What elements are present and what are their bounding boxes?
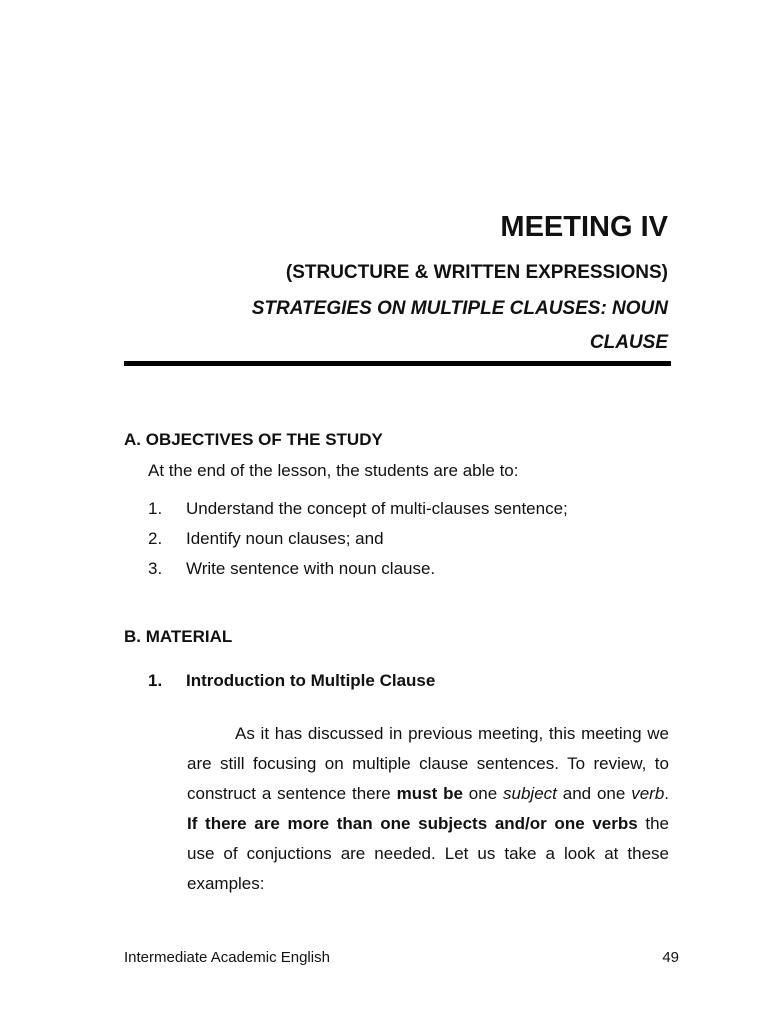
title-divider bbox=[124, 361, 671, 366]
objectives-list bbox=[148, 499, 568, 589]
meeting-title: MEETING IV bbox=[500, 211, 668, 243]
chapter-subtitle: (STRUCTURE & WRITTEN EXPRESSIONS) bbox=[285, 262, 668, 283]
objective-number: 3. bbox=[148, 559, 163, 578]
paragraph-text: . bbox=[664, 784, 670, 803]
strategy-title: STRATEGIES ON MULTIPLE CLAUSES: NOUN CLAUSE bbox=[251, 298, 668, 353]
paragraph-text: As it has discussed in previous meeting, this meeting we are still focusing on multiple clause sentences. To review, to construct a sentence there bbox=[187, 724, 669, 803]
paragraph-text: and one bbox=[556, 784, 632, 803]
section-a-heading: A. OBJECTIVES OF THE STUDY bbox=[124, 430, 383, 449]
objective-number: 2. bbox=[148, 529, 163, 548]
subheading-number: 1. bbox=[148, 671, 163, 690]
paragraph-text: one bbox=[462, 784, 504, 803]
material-paragraph bbox=[187, 719, 669, 899]
emphasis-bold: If there are more than one subjects and/or one verbs bbox=[187, 814, 638, 833]
paragraph-text: the use of conjuctions are needed. Let us take a look at these examples: bbox=[187, 814, 670, 893]
emphasis-italic: verb bbox=[631, 784, 665, 803]
footer-book-title: Intermediate Academic English bbox=[124, 949, 330, 966]
material-subheading bbox=[148, 671, 435, 691]
objectives-intro: At the end of the lesson, the students are able to: bbox=[148, 461, 519, 480]
section-b-heading: B. MATERIAL bbox=[124, 627, 233, 646]
subheading-text: Introduction to Multiple Clause bbox=[186, 671, 436, 690]
objective-text: Understand the concept of multi-clauses sentence; bbox=[186, 499, 568, 518]
objective-number: 1. bbox=[148, 499, 163, 518]
objective-text: Write sentence with noun clause. bbox=[186, 559, 436, 578]
emphasis-italic: subject bbox=[503, 784, 557, 803]
footer-page-number: 49 bbox=[662, 949, 679, 966]
emphasis-bold: must be bbox=[396, 784, 463, 803]
objective-text: Identify noun clauses; and bbox=[186, 529, 384, 548]
objective-item bbox=[148, 499, 568, 529]
objective-item bbox=[148, 529, 568, 559]
objective-item bbox=[148, 559, 568, 589]
